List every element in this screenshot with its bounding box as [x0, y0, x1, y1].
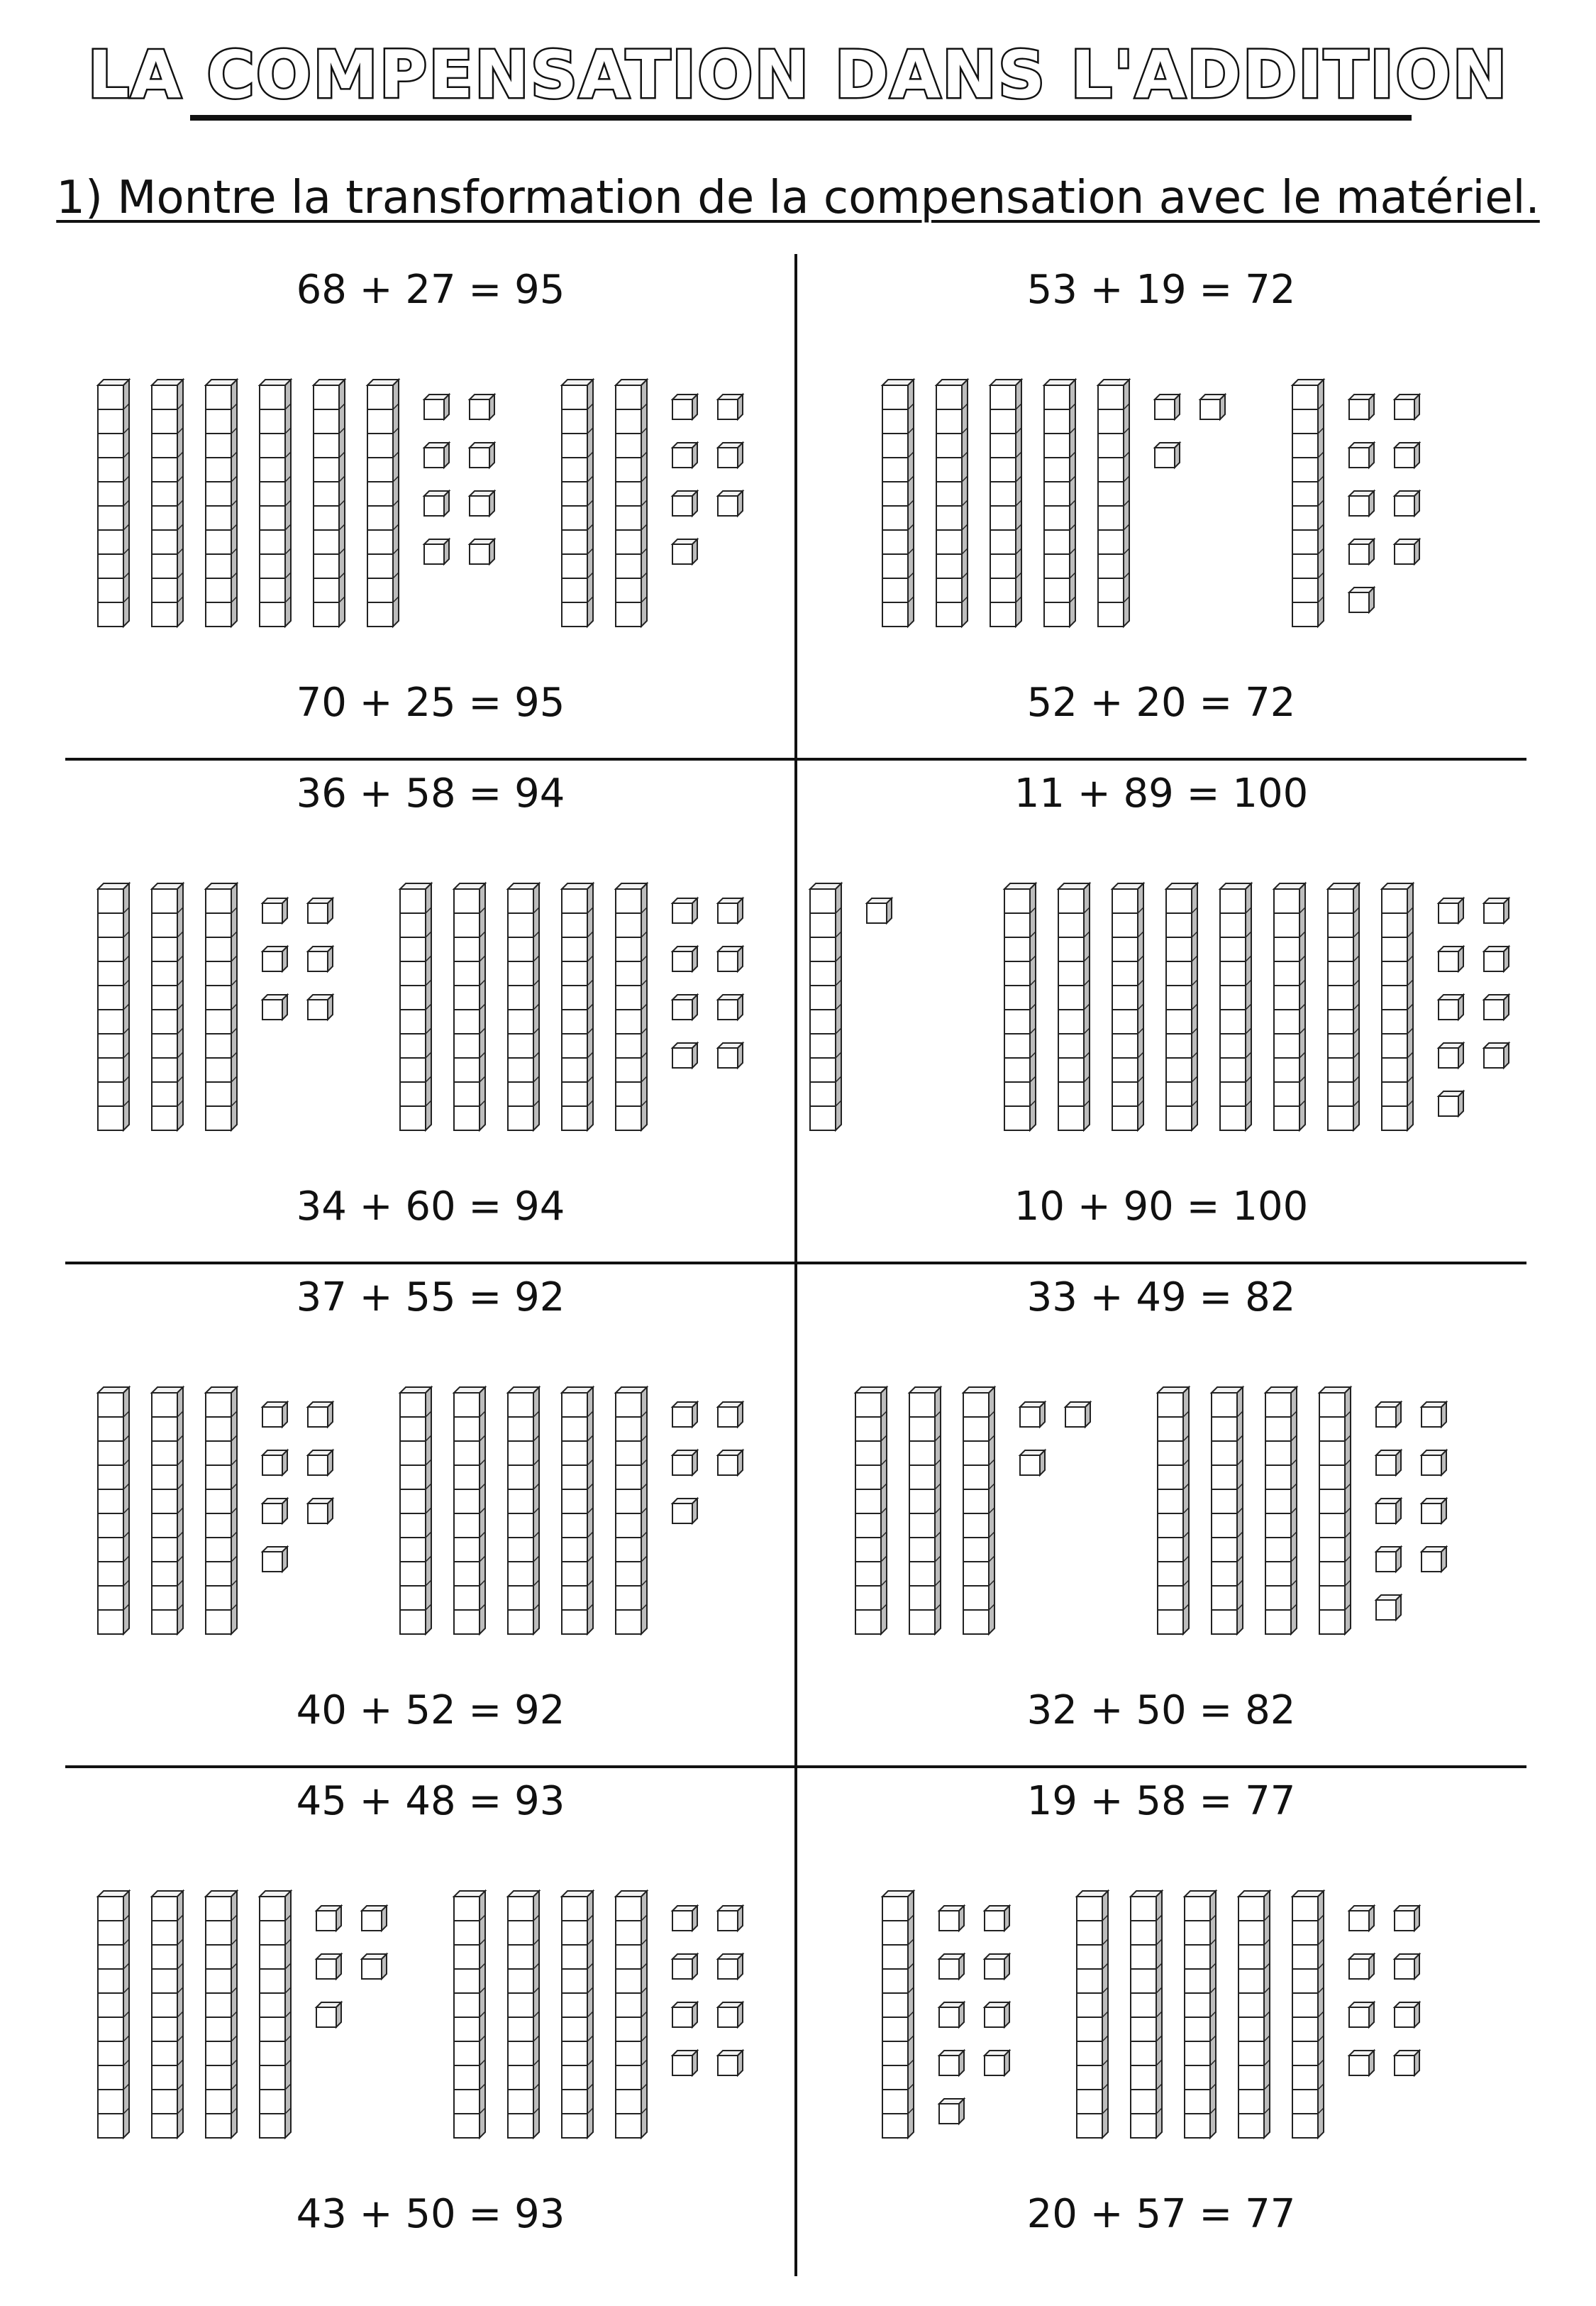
unit-cube [1020, 1402, 1045, 1427]
unit-cube [1422, 1547, 1446, 1572]
unit-cube [1484, 898, 1509, 923]
unit-cube [672, 1499, 697, 1523]
unit-cube [262, 995, 287, 1020]
ten-rod [98, 1387, 129, 1634]
unit-cube [1422, 1402, 1446, 1427]
unit-cube [362, 1954, 387, 1979]
ten-rod [98, 883, 129, 1130]
ten-rod [963, 1387, 994, 1634]
unit-cube [316, 1954, 341, 1979]
unit-cube [939, 2099, 964, 2124]
exercise-cell [65, 758, 796, 1262]
ten-rod [562, 380, 593, 627]
ten-rod [990, 380, 1021, 627]
unit-cube [1349, 491, 1374, 516]
top-equation: 53 + 19 = 72 [1026, 267, 1296, 313]
unit-cube [1349, 443, 1374, 468]
unit-cube [424, 539, 449, 564]
unit-cube [718, 2002, 743, 2027]
ten-rod [1131, 1891, 1162, 2138]
ten-rod [400, 1387, 431, 1634]
unit-cube [718, 1450, 743, 1475]
top-equation: 11 + 89 = 100 [1014, 771, 1309, 817]
ten-rod [562, 1387, 593, 1634]
unit-cube [262, 1547, 287, 1572]
ten-rod [1058, 883, 1090, 1130]
unit-cube [1349, 395, 1374, 419]
unit-cube [1439, 898, 1463, 923]
ten-rod [1319, 1387, 1351, 1634]
unit-cube [424, 443, 449, 468]
ten-rod [1158, 1387, 1189, 1634]
instruction-line [0, 172, 1596, 224]
ten-rod [152, 1891, 183, 2138]
unit-cube [362, 1906, 387, 1931]
ten-rod [152, 380, 183, 627]
unit-cube [1065, 1402, 1090, 1427]
unit-cube [985, 2002, 1009, 2027]
exercise-cell [65, 1765, 796, 2269]
unit-cube [672, 1043, 697, 1068]
unit-cube [1439, 1091, 1463, 1116]
top-equation: 33 + 49 = 82 [1026, 1274, 1296, 1320]
unit-cube [1439, 947, 1463, 971]
unit-cube [672, 1906, 697, 1931]
unit-cube [1395, 1954, 1419, 1979]
unit-cube [470, 539, 494, 564]
unit-cube [424, 491, 449, 516]
unit-cube [939, 2002, 964, 2027]
bottom-equation: 40 + 52 = 92 [296, 1687, 565, 1733]
unit-cube [424, 395, 449, 419]
ten-rod [562, 883, 593, 1130]
unit-cube [1395, 395, 1419, 419]
ten-rod [1292, 380, 1324, 627]
unit-cube [1200, 395, 1225, 419]
unit-cube [1155, 443, 1180, 468]
ten-rod [1238, 1891, 1270, 2138]
ten-rod [855, 1387, 887, 1634]
unit-cube [308, 898, 333, 923]
ten-rod [1328, 883, 1359, 1130]
ten-rod [616, 883, 647, 1130]
ten-rod [508, 883, 539, 1130]
instruction-text: 1) Montre la transformation de la compensation avec le matériel. [56, 172, 1540, 224]
unit-cube [262, 1450, 287, 1475]
unit-cube [672, 1954, 697, 1979]
unit-cube [1349, 2002, 1374, 2027]
unit-cube [672, 539, 697, 564]
ten-rod [508, 1387, 539, 1634]
unit-cube [308, 995, 333, 1020]
exercise-cell [796, 254, 1526, 758]
unit-cube [985, 1906, 1009, 1931]
unit-cube [718, 443, 743, 468]
ten-rod [562, 1891, 593, 2138]
ten-rod [206, 1891, 237, 2138]
unit-cube [672, 2002, 697, 2027]
title-underline [190, 115, 1412, 121]
unit-cube [308, 947, 333, 971]
top-equation: 68 + 27 = 95 [296, 267, 565, 313]
ten-rod [1265, 1387, 1297, 1634]
ten-rod [936, 380, 968, 627]
unit-cube [1484, 995, 1509, 1020]
bottom-equation: 34 + 60 = 94 [296, 1184, 565, 1230]
unit-cube [718, 898, 743, 923]
unit-cube [672, 2051, 697, 2075]
exercise-cell [65, 1262, 796, 1765]
unit-cube [1020, 1450, 1045, 1475]
exercise-cell [796, 758, 1526, 1262]
top-equation: 19 + 58 = 77 [1026, 1778, 1296, 1824]
ten-rod [1185, 1891, 1216, 2138]
unit-cube [1376, 1547, 1401, 1572]
ten-rod [1098, 380, 1129, 627]
unit-cube [718, 1954, 743, 1979]
top-equation: 37 + 55 = 92 [296, 1274, 565, 1320]
ten-rod [1212, 1387, 1243, 1634]
unit-cube [1155, 395, 1180, 419]
unit-cube [985, 1954, 1009, 1979]
unit-cube [262, 947, 287, 971]
unit-cube [1395, 2002, 1419, 2027]
ten-rod [400, 883, 431, 1130]
unit-cube [1395, 491, 1419, 516]
exercise-cell [796, 1765, 1526, 2269]
ten-rod [206, 883, 237, 1130]
unit-cube [718, 947, 743, 971]
unit-cube [718, 1043, 743, 1068]
unit-cube [672, 443, 697, 468]
unit-cube [867, 898, 892, 923]
unit-cube [939, 1906, 964, 1931]
ten-rod [260, 380, 291, 627]
unit-cube [1376, 1499, 1401, 1523]
unit-cube [1484, 1043, 1509, 1068]
unit-cube [308, 1450, 333, 1475]
unit-cube [672, 491, 697, 516]
ten-rod [882, 1891, 914, 2138]
unit-cube [1395, 443, 1419, 468]
unit-cube [1376, 1450, 1401, 1475]
unit-cube [718, 1402, 743, 1427]
unit-cube [470, 395, 494, 419]
unit-cube [672, 395, 697, 419]
unit-cube [672, 898, 697, 923]
ten-rod [206, 380, 237, 627]
unit-cube [1395, 539, 1419, 564]
ten-rod [152, 1387, 183, 1634]
ten-rod [367, 380, 399, 627]
unit-cube [1439, 995, 1463, 1020]
unit-cube [1349, 1954, 1374, 1979]
ten-rod [1292, 1891, 1324, 2138]
unit-cube [672, 947, 697, 971]
ten-rod [616, 380, 647, 627]
unit-cube [262, 1402, 287, 1427]
unit-cube [939, 2051, 964, 2075]
bottom-equation: 32 + 50 = 82 [1026, 1687, 1296, 1733]
unit-cube [718, 2051, 743, 2075]
unit-cube [718, 1906, 743, 1931]
unit-cube [1349, 539, 1374, 564]
unit-cube [985, 2051, 1009, 2075]
unit-cube [718, 995, 743, 1020]
unit-cube [262, 1499, 287, 1523]
ten-rod [1274, 883, 1305, 1130]
unit-cube [1376, 1402, 1401, 1427]
unit-cube [1349, 587, 1374, 612]
top-equation: 45 + 48 = 93 [296, 1778, 565, 1824]
ten-rod [616, 1891, 647, 2138]
ten-rod [98, 380, 129, 627]
unit-cube [672, 1402, 697, 1427]
ten-rod [810, 883, 841, 1130]
ten-rod [1077, 1891, 1108, 2138]
ten-rod [616, 1387, 647, 1634]
unit-cube [316, 2002, 341, 2027]
ten-rod [206, 1387, 237, 1634]
bottom-equation: 52 + 20 = 72 [1026, 680, 1296, 726]
unit-cube [1439, 1043, 1463, 1068]
unit-cube [262, 898, 287, 923]
unit-cube [1349, 1906, 1374, 1931]
ten-rod [454, 1891, 485, 2138]
unit-cube [316, 1906, 341, 1931]
ten-rod [508, 1891, 539, 2138]
top-equation: 36 + 58 = 94 [296, 771, 565, 817]
unit-cube [672, 1450, 697, 1475]
unit-cube [718, 395, 743, 419]
ten-rod [1220, 883, 1251, 1130]
unit-cube [308, 1499, 333, 1523]
ten-rod [98, 1891, 129, 2138]
bottom-equation: 10 + 90 = 100 [1014, 1184, 1309, 1230]
ten-rod [1112, 883, 1143, 1130]
ten-rod [314, 380, 345, 627]
ten-rod [454, 1387, 485, 1634]
bottom-equation: 43 + 50 = 93 [296, 2191, 565, 2237]
unit-cube [672, 995, 697, 1020]
unit-cube [470, 491, 494, 516]
ten-rod [1166, 883, 1197, 1130]
ten-rod [1044, 380, 1075, 627]
ten-rod [152, 883, 183, 1130]
unit-cube [939, 1954, 964, 1979]
exercise-cell [65, 254, 796, 758]
unit-cube [1422, 1450, 1446, 1475]
ten-rod [909, 1387, 941, 1634]
unit-cube [1395, 1906, 1419, 1931]
exercise-cell [796, 1262, 1526, 1765]
unit-cube [718, 491, 743, 516]
ten-rod [1004, 883, 1036, 1130]
unit-cube [470, 443, 494, 468]
worksheet-title: LA COMPENSATION DANS L'ADDITION [87, 37, 1509, 113]
bottom-equation: 70 + 25 = 95 [296, 680, 565, 726]
unit-cube [308, 1402, 333, 1427]
ten-rod [260, 1891, 291, 2138]
ten-rod [882, 380, 914, 627]
unit-cube [1395, 2051, 1419, 2075]
unit-cube [1349, 2051, 1374, 2075]
ten-rod [1382, 883, 1413, 1130]
bottom-equation: 20 + 57 = 77 [1026, 2191, 1296, 2237]
unit-cube [1422, 1499, 1446, 1523]
unit-cube [1484, 947, 1509, 971]
unit-cube [1376, 1595, 1401, 1620]
ten-rod [454, 883, 485, 1130]
